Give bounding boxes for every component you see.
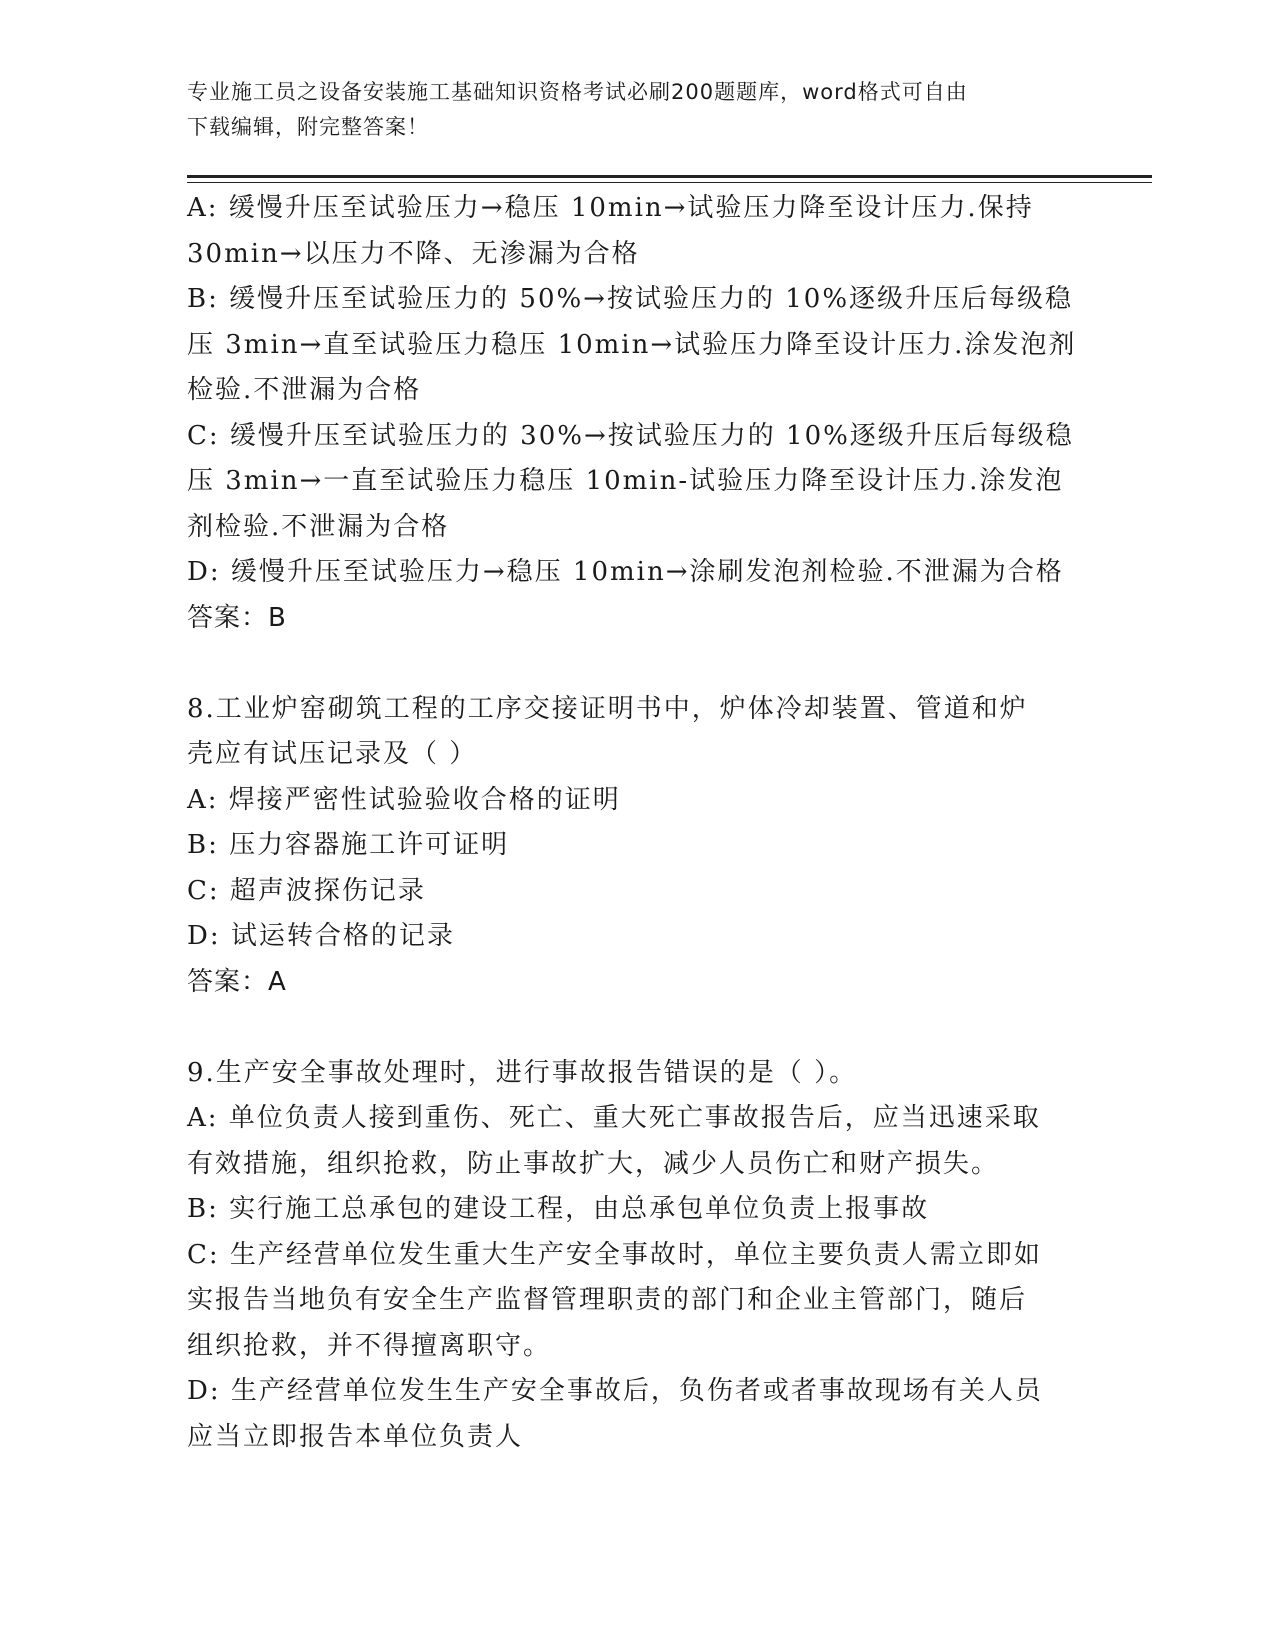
q9-option-a-line-1: A: 单位负责人接到重伤、死亡、重大死亡事故报告后，应当迅速采取 xyxy=(187,1103,1041,1133)
q9-option-d-line-1: D: 生产经营单位发生生产安全事故后，负伤者或者事故现场有关人员 xyxy=(187,1376,1043,1406)
q8-option-a: A: 焊接严密性试验验收合格的证明 xyxy=(187,784,621,815)
q7-option-a-line-1: A: 缓慢升压至试验压力→稳压 10min→试验压力降至设计压力.保持 xyxy=(187,193,1034,223)
q9-option-c-line-3: 组织抢救，并不得擅离职守。 xyxy=(187,1330,552,1361)
q7-option-c-line-2: 压 3min→一直至试验压力稳压 10min-试验压力降至设计压力.涂发泡 xyxy=(187,466,1064,496)
q7-option-c-line-3: 剂检验.不泄漏为合格 xyxy=(187,511,450,542)
question-9 xyxy=(187,1051,1087,1461)
q7-option-c-line-1: C: 缓慢升压至试验压力的 30%→按试验压力的 10%逐级升压后每级稳 xyxy=(187,420,1074,451)
q7-option-a-line-2: 30min→以压力不降、无渗漏为合格 xyxy=(187,238,640,269)
q9-option-a-line-2: 有效措施，组织抢救，防止事故扩大，减少人员伤亡和财产损失。 xyxy=(187,1148,1000,1179)
q8-option-b: B: 压力容器施工许可证明 xyxy=(187,830,510,860)
q9-stem: 9.生产安全事故处理时，进行事故报告错误的是（ ）。 xyxy=(187,1057,858,1088)
q9-option-b: B: 实行施工总承包的建设工程，由总承包单位负责上报事故 xyxy=(187,1194,930,1224)
q7-option-b-line-3: 检验.不泄漏为合格 xyxy=(187,375,422,405)
document-header xyxy=(187,75,1067,145)
q7-option-d: D: 缓慢升压至试验压力→稳压 10min→涂刷发泡剂检验.不泄漏为合格 xyxy=(187,557,1064,587)
q9-option-d-line-2: 应当立即报告本单位负责人 xyxy=(187,1421,524,1452)
question-spacer xyxy=(187,1005,1087,1051)
question-spacer xyxy=(187,641,1087,687)
q8-stem-line-2: 壳应有试压记录及（ ） xyxy=(187,739,478,769)
q9-option-c-line-2: 实报告当地负有安全生产监督管理职责的部门和企业主管部门，随后 xyxy=(187,1285,1028,1315)
header-title-line-2: 下载编辑，附完整答案！ xyxy=(187,115,429,139)
header-divider-thick xyxy=(187,175,1152,178)
question-8 xyxy=(187,687,1087,1006)
header-divider-thin xyxy=(187,182,1152,183)
document-body xyxy=(187,186,1087,1460)
header-title-line-1: 专业施工员之设备安装施工基础知识资格考试必刷200题题库，word格式可自由 xyxy=(187,80,968,104)
question-7-options xyxy=(187,186,1087,641)
q8-option-c: C: 超声波探伤记录 xyxy=(187,875,426,906)
q8-option-d: D: 试运转合格的记录 xyxy=(187,921,455,951)
q7-option-b-line-1: B: 缓慢升压至试验压力的 50%→按试验压力的 10%逐级升压后每级稳 xyxy=(187,284,1074,314)
q9-option-c-line-1: C: 生产经营单位发生重大生产安全事故时，单位主要负责人需立即如 xyxy=(187,1239,1042,1270)
q7-option-b-line-2: 压 3min→直至试验压力稳压 10min→试验压力降至设计压力.涂发泡剂 xyxy=(187,329,1077,360)
q8-stem-line-1: 8.工业炉窑砌筑工程的工序交接证明书中，炉体冷却装置、管道和炉 xyxy=(187,693,1028,724)
q7-answer: 答案：B xyxy=(187,602,287,633)
q8-answer: 答案：A xyxy=(187,966,287,997)
